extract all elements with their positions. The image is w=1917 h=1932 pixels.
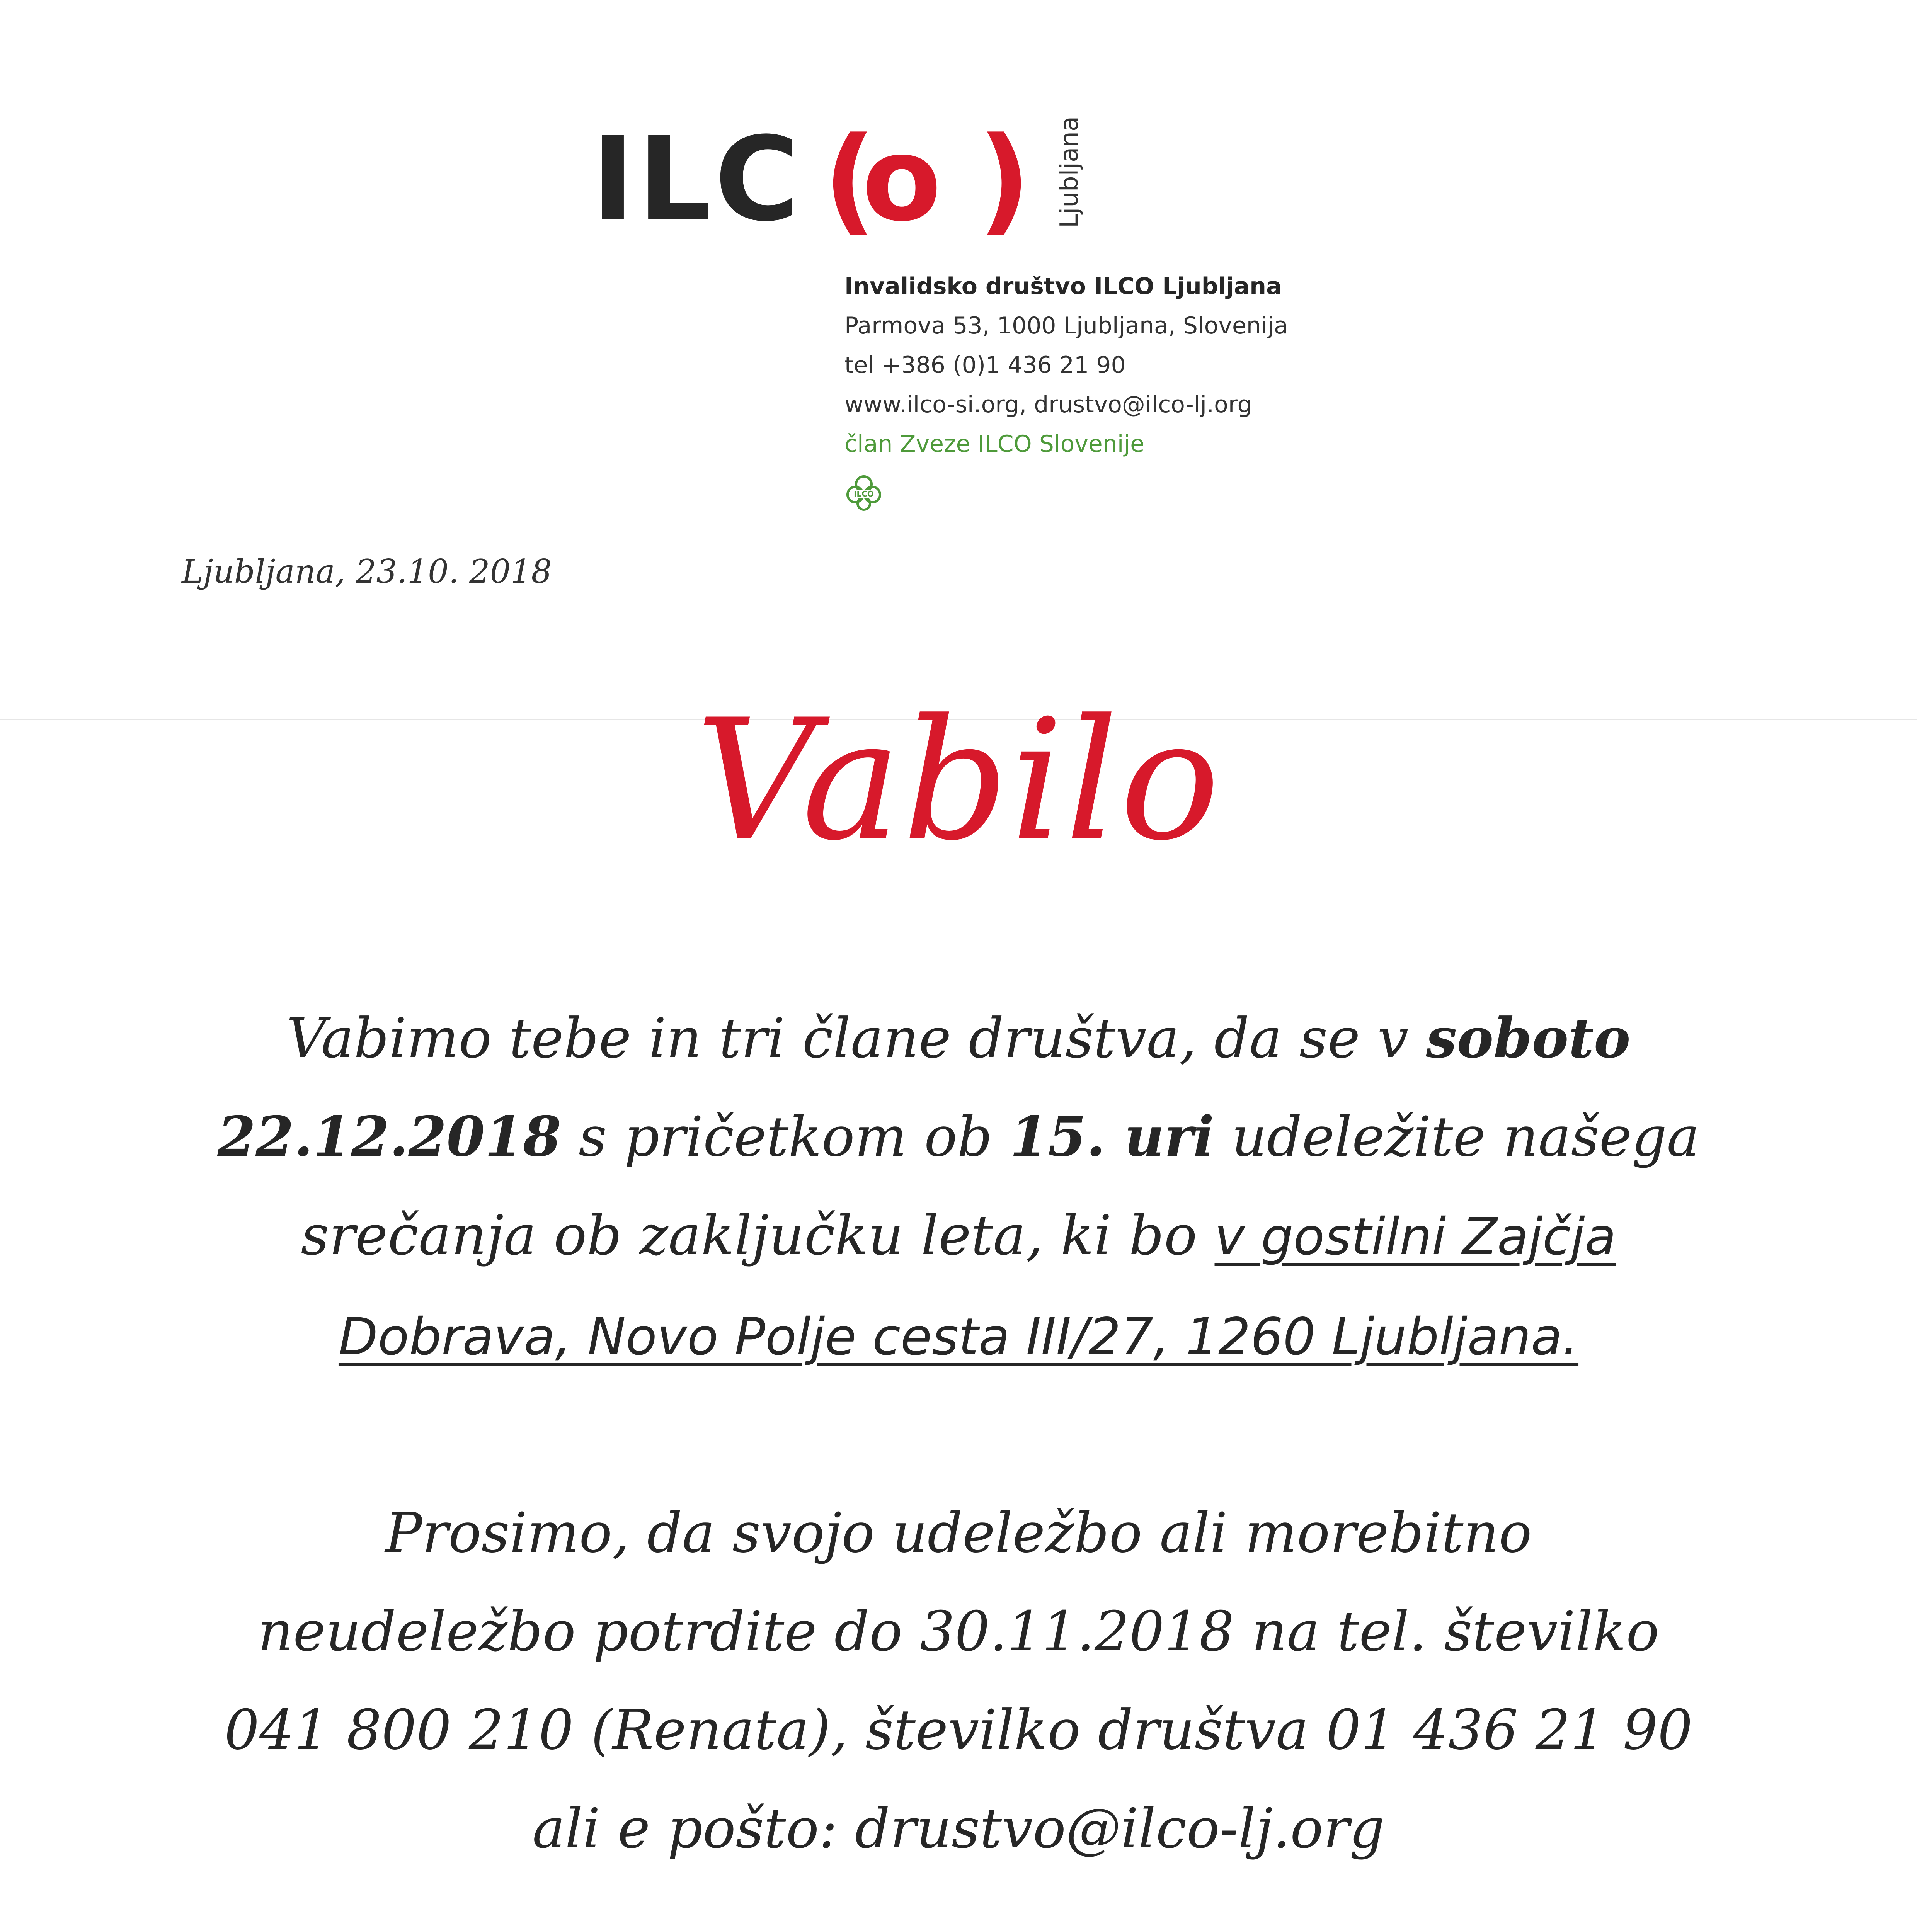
org-address: Parmova 53, 1000 Ljubljana, Slovenija	[844, 312, 1288, 339]
logo-city: Ljubljana	[1055, 116, 1084, 228]
organization-info	[844, 267, 1288, 464]
rsvp-paragraph	[147, 1484, 1770, 1878]
logo-paren-left: (	[823, 112, 877, 247]
ilco-logo	[591, 112, 1094, 247]
venue-text: v gostilni Zajčja	[1214, 1207, 1616, 1267]
svg-text:ILCO: ILCO	[854, 489, 874, 498]
invitation-paragraph	[147, 989, 1770, 1386]
rsvp-line-4: ali e pošto: drustvo@ilco-lj.org	[532, 1797, 1385, 1861]
logo-paren-right: )	[978, 112, 1031, 247]
event-time: 15. uri	[1010, 1105, 1214, 1169]
logo-o: o	[862, 112, 942, 247]
venue-address: Dobrava, Novo Polje cesta III/27, 1260 Ljubljana.	[338, 1307, 1579, 1367]
text-span: udeležite našega	[1214, 1105, 1700, 1169]
rsvp-line-3: 041 800 210 (Renata), številko društva 01 436 21 90	[224, 1698, 1693, 1762]
invitation-line-1	[147, 989, 1770, 1088]
ilco-clover-icon	[844, 473, 883, 512]
invitation-line-4	[147, 1286, 1770, 1386]
org-web-email: www.ilco-si.org, drustvo@ilco-lj.org	[844, 391, 1252, 418]
weekday: soboto	[1426, 1006, 1631, 1070]
text-span: s pričetkom ob	[561, 1105, 1010, 1169]
invitation-line-2	[147, 1088, 1770, 1186]
invitation-line-3	[147, 1186, 1770, 1286]
rsvp-line-1: Prosimo, da svojo udeležbo ali morebitno	[385, 1501, 1532, 1565]
text-span: srečanja ob zaključku leta, ki bo	[301, 1204, 1215, 1267]
org-phone: tel +386 (0)1 436 21 90	[844, 352, 1126, 379]
event-date: 22.12.2018	[217, 1105, 561, 1169]
org-name: Invalidsko društvo ILCO Ljubljana	[844, 273, 1282, 300]
logo-wordmark: ILC	[591, 112, 803, 247]
invitation-title: Vabilo	[695, 684, 1222, 877]
org-member: član Zveze ILCO Slovenije	[844, 430, 1145, 457]
rsvp-line-2: neudeležbo potrdite do 30.11.2018 na tel. številko	[258, 1600, 1659, 1663]
text-span: Vabimo tebe in tri člane društva, da se v	[286, 1007, 1426, 1070]
letter-date: Ljubljana, 23.10. 2018	[182, 553, 552, 590]
